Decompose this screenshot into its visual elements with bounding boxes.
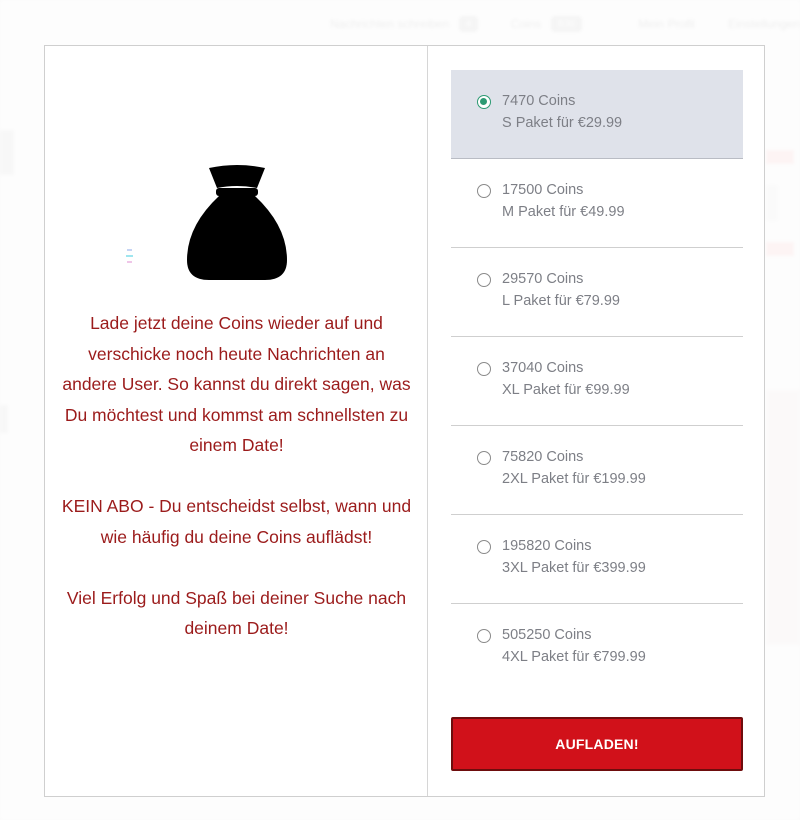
package-option-4xl[interactable] [451, 604, 743, 693]
decorative-glyph-icon [125, 246, 135, 268]
package-radio[interactable] [477, 95, 491, 109]
package-price: 3XL Paket für €399.99 [502, 560, 646, 576]
modal-info-panel [45, 46, 428, 796]
package-option-s[interactable] [451, 70, 743, 159]
package-price: L Paket für €79.99 [502, 293, 620, 309]
package-option-m[interactable] [451, 159, 743, 248]
package-selection-panel [428, 46, 764, 796]
promo-paragraph: KEIN ABO - Du entscheidst selbst, wann und wie häufig du deine Coins auflädst! [61, 496, 412, 547]
package-list [451, 70, 743, 693]
package-radio[interactable] [477, 451, 491, 465]
package-coins: 195820 Coins [502, 538, 592, 554]
package-radio[interactable] [477, 362, 491, 376]
package-coins: 505250 Coins [502, 627, 592, 643]
package-coins: 37040 Coins [502, 360, 584, 376]
package-option-l[interactable] [451, 248, 743, 337]
package-price: 2XL Paket für €199.99 [502, 471, 646, 487]
package-coins: 17500 Coins [502, 182, 584, 198]
package-option-2xl[interactable] [451, 426, 743, 515]
promo-paragraph: Viel Erfolg und Spaß bei deiner Suche nach deinem Date! [66, 587, 407, 638]
promo-paragraph: Lade jetzt deine Coins wieder auf und verschicke noch heute Nachrichten an andere User. So kannst du direkt sagen, was Du möchtest und kommst am schnellsten zu einem Date! [62, 313, 411, 455]
package-option-xl[interactable] [451, 337, 743, 426]
package-price: XL Paket für €99.99 [502, 382, 630, 398]
package-coins: 7470 Coins [502, 93, 576, 109]
package-radio[interactable] [477, 184, 491, 198]
package-radio[interactable] [477, 273, 491, 287]
coins-purchase-modal [44, 45, 765, 797]
recharge-button[interactable]: AUFLADEN! [451, 717, 743, 771]
package-radio[interactable] [477, 629, 491, 643]
package-price: 4XL Paket für €799.99 [502, 649, 646, 665]
promo-text [59, 308, 414, 674]
package-coins: 75820 Coins [502, 449, 584, 465]
money-bag-icon [185, 164, 289, 280]
package-radio[interactable] [477, 540, 491, 554]
package-option-3xl[interactable] [451, 515, 743, 604]
package-price: S Paket für €29.99 [502, 115, 623, 131]
package-coins: 29570 Coins [502, 271, 584, 287]
package-price: M Paket für €49.99 [502, 204, 625, 220]
